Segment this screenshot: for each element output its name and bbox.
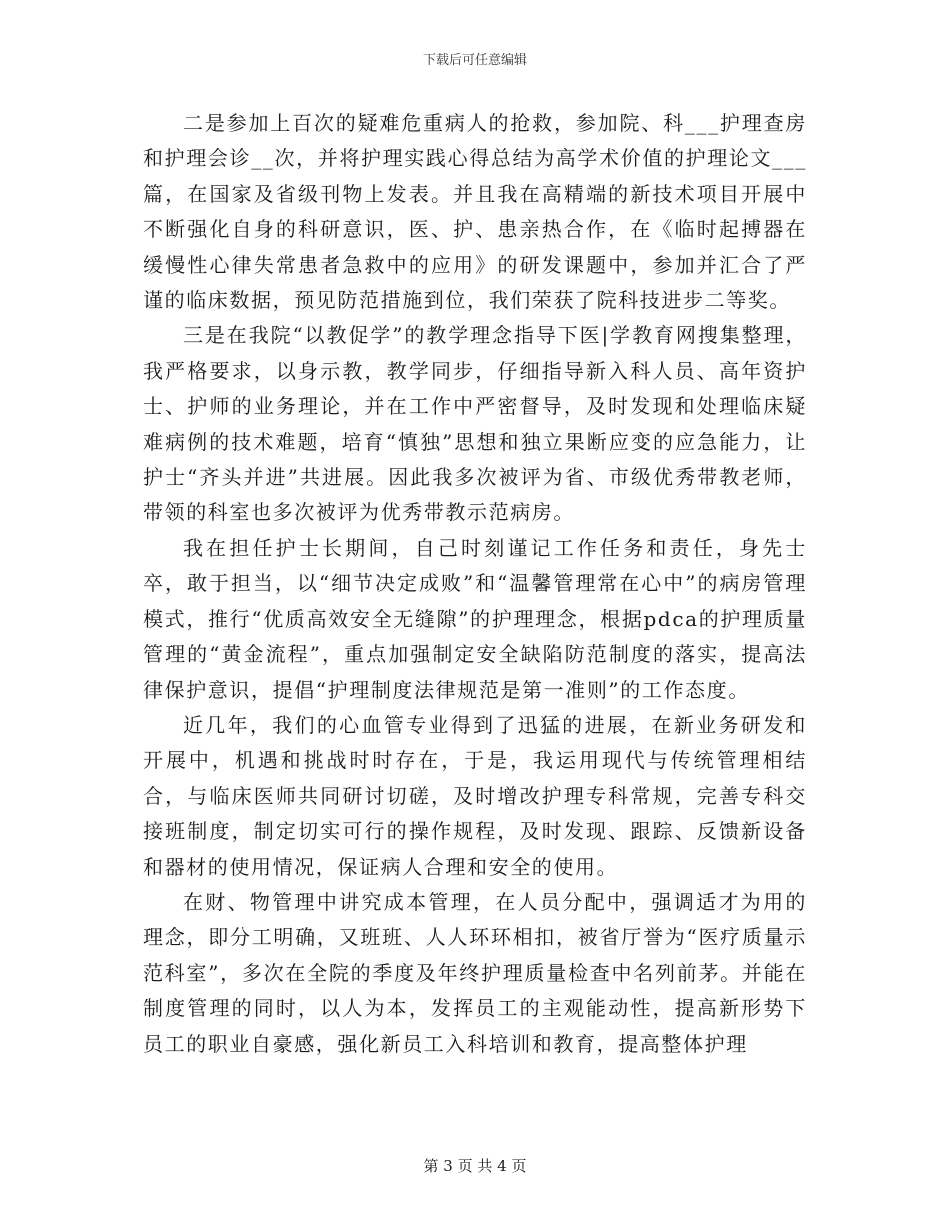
paragraph-1: 二是参加上百次的疑难危重病人的抢救，参加院、科___护理查房和护理会诊__次，并将护理实践心得总结为高学术价值的护理论文___篇，在国家及省级刊物上发表。并且我在高精端的新技术项目开展中不断强化自身的科研意识，医、护、患亲热合作，在《临时起搏器在缓慢性心律失常患者急救中的应用》的研发课题中，参加并汇合了严谨的临床数据，预见防范措施到位，我们荣获了院科技进步二等奖。 xyxy=(143,111,807,313)
page-header: 下载后可任意编辑 xyxy=(422,53,527,68)
page-footer: 第 3 页 共 4 页 xyxy=(423,1157,527,1175)
paragraph-2: 三是在我院“以教促学”的教学理念指导下医|学教育网搜集整理，我严格要求，以身示教，教学同步，仔细指导新入科人员、高年资护士、护师的业务理论，并在工作中严密督导，及时发现和处理临床疑难病例的技术难题，培育“慎独”思想和独立果断应变的应急能力，让护士“齐头并进”共进展。因此我多次被评为省、市级优秀带教老师，带领的科室也多次被评为优秀带教示范病房。 xyxy=(143,323,807,525)
paragraph-5: 在财、物管理中讲究成本管理，在人员分配中，强调适才为用的理念，即分工明确，又班班、人人环环相扣，被省厅誉为“医疗质量示范科室”，多次在全院的季度及年终护理质量检查中名列前茅。并能在制度管理的同时，以人为本，发挥员工的主观能动性，提高新形势下员工的职业自豪感，强化新员工入科培训和教育，提高整体护理 xyxy=(143,889,807,1056)
paragraph-4: 近几年，我们的心血管专业得到了迅猛的进展，在新业务研发和开展中，机遇和挑战时时存在，于是，我运用现代与传统管理相结合，与临床医师共同研讨切磋，及时增改护理专科常规，完善专科交接班制度，制定切实可行的操作规程，及时发现、跟踪、反馈新设备和器材的使用情况，保证病人合理和安全的使用。 xyxy=(143,712,807,879)
document-body xyxy=(143,106,807,1062)
paragraph-3: 我在担任护士长期间，自己时刻谨记工作任务和责任，身先士卒，敢于担当，以“细节决定成败”和“温馨管理常在心中”的病房管理模式，推行“优质高效安全无缝隙”的护理理念，根据pdca的护理质量管理的“黄金流程”，重点加强制定安全缺陷防范制度的落实，提高法律保护意识，提倡“护理制度法律规范是第一准则”的工作态度。 xyxy=(143,535,807,702)
